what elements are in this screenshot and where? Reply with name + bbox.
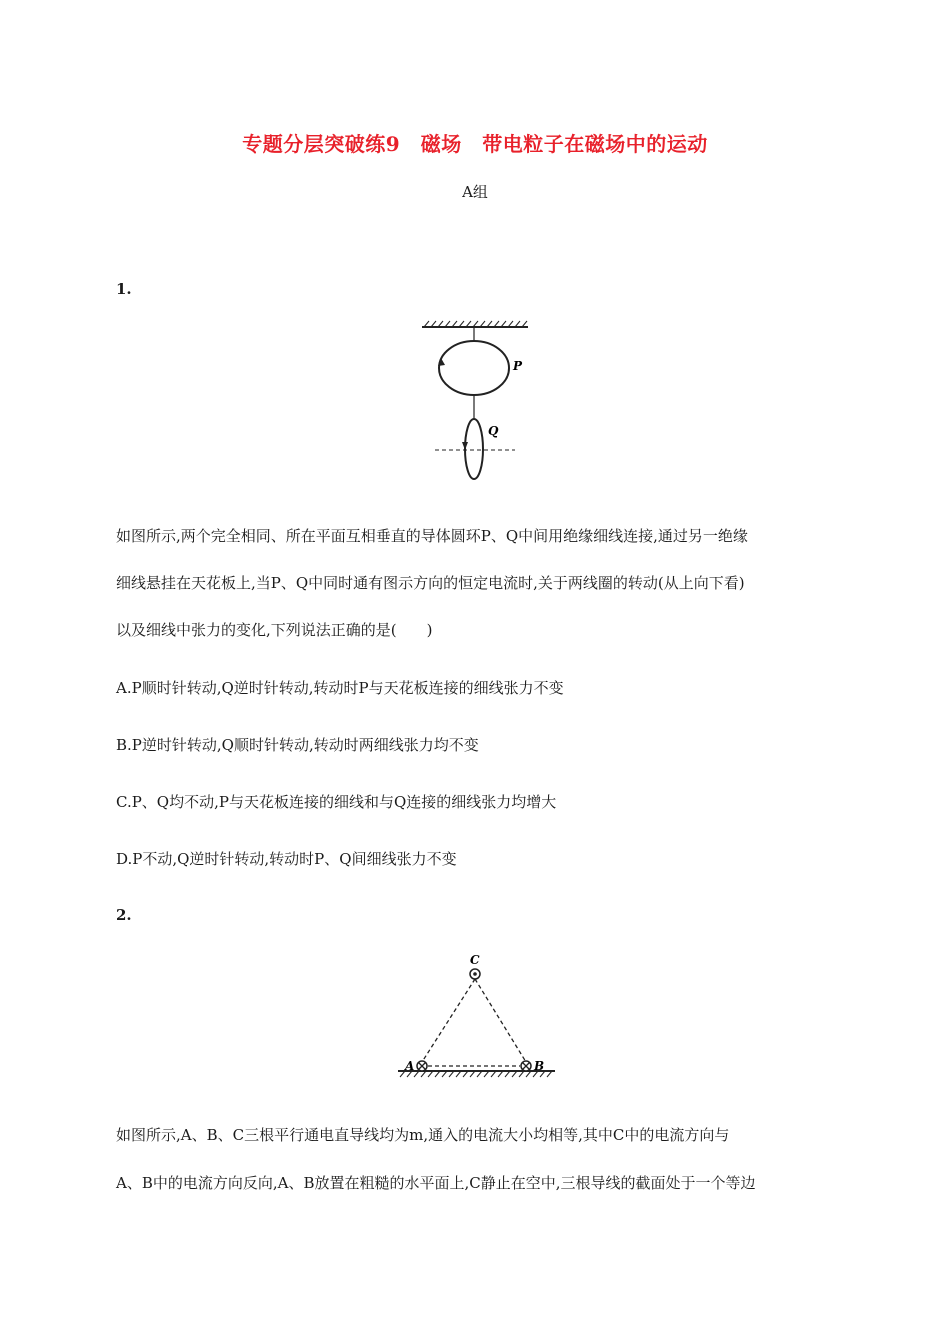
label-a: A [405, 1059, 415, 1073]
question-2-text-line-2: A、B中的电流方向反向,A、B放置在粗糙的水平面上,C静止在空中,三根导线的截面处于一个等边 [116, 1174, 756, 1192]
question-1-number: 1. [116, 280, 132, 298]
label-c: C [470, 953, 480, 967]
option-a[interactable]: A.P顺时针转动,Q逆时针转动,转动时P与天花板连接的细线张力不变 [116, 679, 564, 697]
page-title: 专题分层突破练9 磁场 带电粒子在磁场中的运动 [242, 132, 708, 156]
label-p: P [513, 359, 523, 373]
option-c[interactable]: C.P、Q均不动,P与天花板连接的细线和与Q连接的细线张力均增大 [116, 793, 557, 811]
question-2-number: 2. [116, 906, 132, 924]
figure-1-rings [400, 315, 550, 485]
ring-p [439, 341, 509, 395]
wire-b [521, 1061, 531, 1071]
question-1-text-line-2: 细线悬挂在天花板上,当P、Q中同时通有图示方向的恒定电流时,关于两线圈的转动(从上向下看) [116, 574, 745, 592]
label-q: Q [488, 424, 499, 438]
question-1-text-line-3: 以及细线中张力的变化,下列说法正确的是( ) [116, 621, 433, 639]
wire-a [417, 1061, 427, 1071]
figure-2-triangle [390, 950, 570, 1080]
current-arrow-q [462, 442, 468, 450]
option-d[interactable]: D.P不动,Q逆时针转动,转动时P、Q间细线张力不变 [116, 850, 457, 868]
ring-q [465, 419, 483, 479]
question-2-text-line-1: 如图所示,A、B、C三根平行通电直导线均为m,通入的电流大小均相等,其中C中的电流方向与 [116, 1126, 730, 1144]
wire-c [470, 969, 480, 979]
question-1-text-line-1: 如图所示,两个完全相同、所在平面互相垂直的导体圆环P、Q中间用绝缘细线连接,通过另一绝缘 [116, 527, 748, 545]
group-label: A组 [462, 183, 488, 201]
option-b[interactable]: B.P逆时针转动,Q顺时针转动,转动时两细线张力均不变 [116, 736, 479, 754]
label-b: B [534, 1059, 545, 1073]
